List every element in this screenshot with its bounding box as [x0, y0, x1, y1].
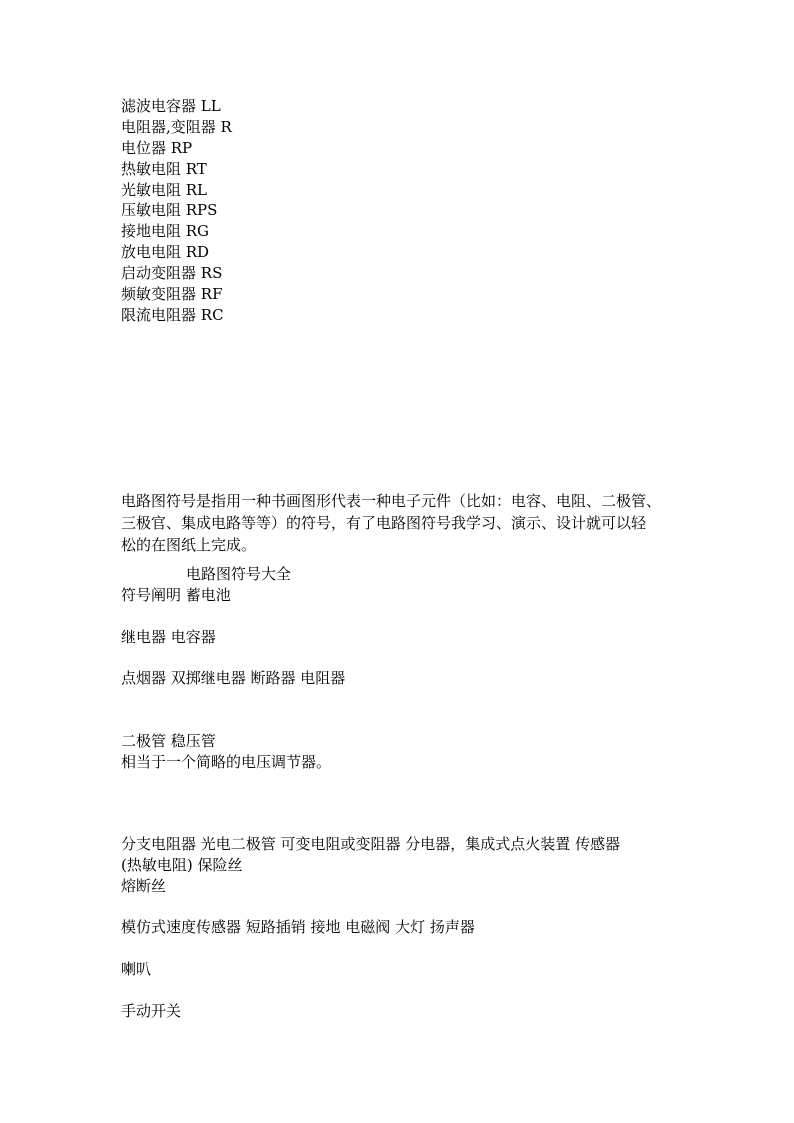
intro-line: 电路图符号是指用一种书画图形代表一种电子元件（比如：电容、电阻、二极管、	[121, 492, 662, 510]
component-line: 电阻器,变阻器 R	[121, 118, 232, 136]
body-line: 二极管 稳压管	[121, 732, 216, 750]
body-line: 喇叭	[121, 960, 152, 978]
component-line: 光敏电阻 RL	[121, 181, 208, 199]
body-line: 模仿式速度传感器 短路插销 接地 电磁阀 大灯 扬声器	[121, 918, 475, 936]
body-line: 相当于一个简略的电压调节器。	[121, 753, 332, 771]
body-line: 熔断丝	[121, 877, 167, 895]
intro-line: 松的在图纸上完成。	[121, 536, 257, 554]
body-line: 手动开关	[121, 1002, 182, 1020]
component-line: 接地电阻 RG	[121, 222, 210, 240]
component-line: 放电电阻 RD	[121, 243, 210, 261]
body-line: 继电器 电容器	[121, 628, 216, 646]
component-line: 滤波电容器 LL	[121, 97, 221, 115]
component-line: 压敏电阻 RPS	[121, 201, 218, 219]
component-line: 电位器 RP	[121, 139, 193, 157]
component-line: 启动变阻器 RS	[121, 264, 223, 282]
component-line: 热敏电阻 RT	[121, 160, 207, 178]
intro-line: 三极官、集成电路等等）的符号，有了电路图符号我学习、演示、设计就可以轻	[121, 514, 647, 532]
section-heading: 电路图符号大全	[186, 565, 292, 583]
body-line: 符号阐明 蓄电池	[121, 586, 231, 604]
component-line: 频敏变阻器 RF	[121, 285, 223, 303]
body-line: (热敏电阻) 保险丝	[121, 856, 243, 874]
intro-paragraph	[121, 490, 681, 556]
body-line: 点烟器 双掷继电器 断路器 电阻器	[121, 669, 346, 687]
body-line: 分支电阻器 光电二极管 可变电阻或变阻器 分电器，集成式点火装置 传感器	[121, 835, 621, 853]
component-line: 限流电阻器 RC	[121, 306, 224, 324]
